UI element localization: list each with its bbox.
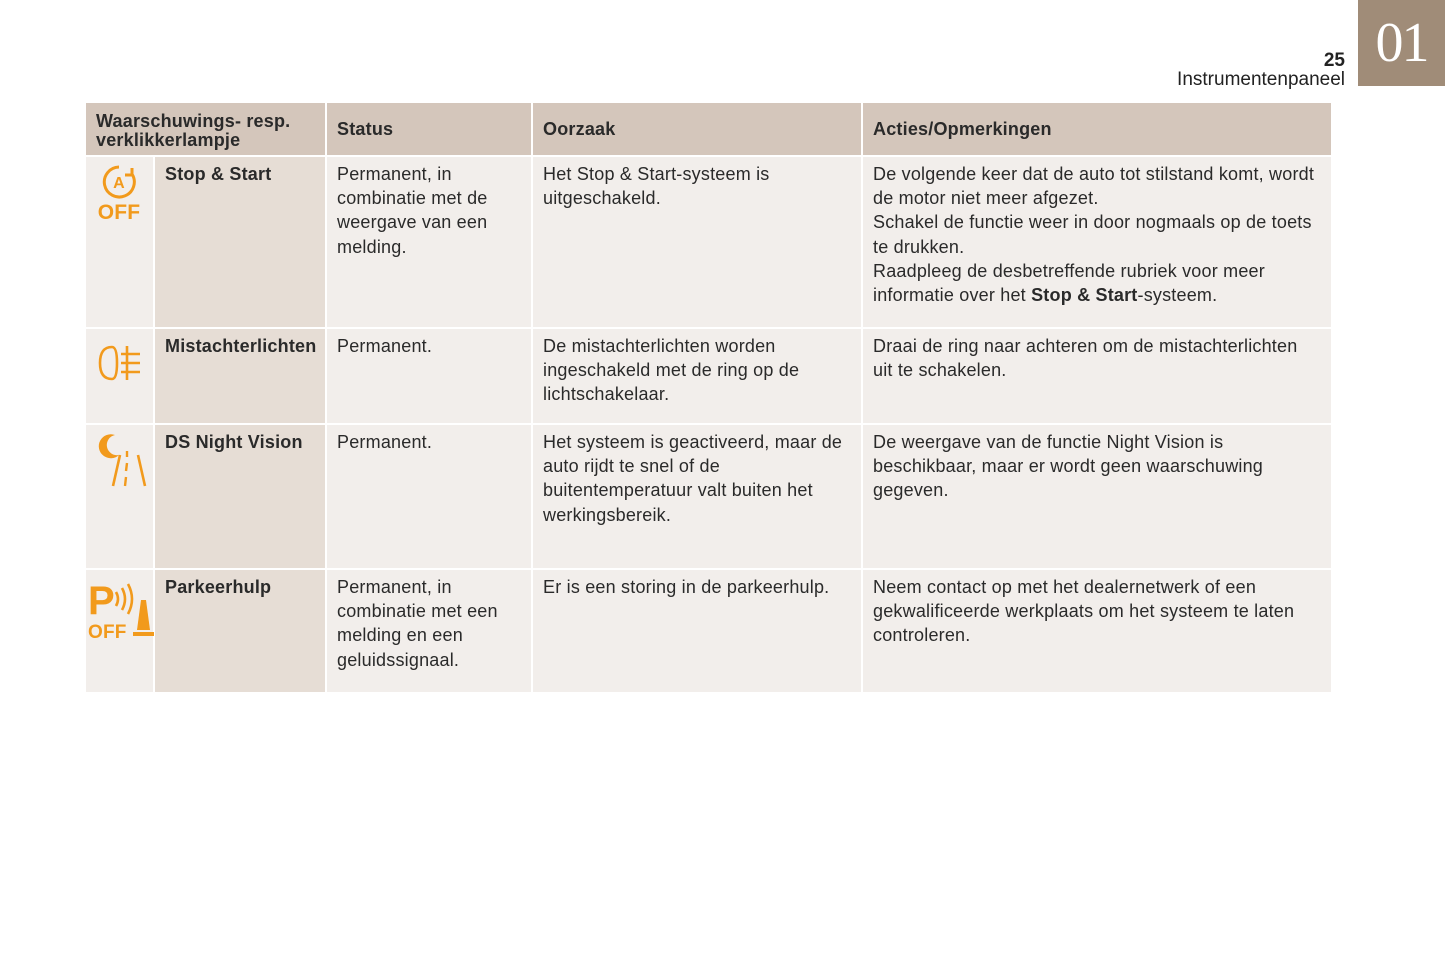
header-status: Status — [327, 103, 533, 157]
lamp-name: DS Night Vision — [155, 425, 327, 570]
actions-cell: Neem contact op met het dealernetwerk of een gekwalificeerde werkplaats om het systeem te laten controleren. — [863, 570, 1331, 694]
section-title: Instrumentenpaneel — [1177, 69, 1345, 90]
icon-cell — [86, 157, 155, 329]
actions-text-3b: Stop & Start — [1031, 285, 1138, 306]
lamp-name: Stop & Start — [155, 157, 327, 329]
cause-cell: Het systeem is geactiveerd, maar de auto rijdt te snel of de buitentemperatuur valt buiten het werkingsbereik. — [533, 425, 863, 570]
icon-cell — [86, 329, 155, 425]
night-vision-icon — [93, 431, 147, 489]
header-actions: Acties/Opmerkingen — [863, 103, 1331, 157]
icon-cell — [86, 570, 155, 694]
parking-aid-off-icon — [86, 578, 154, 640]
actions-text-2: Schakel de functie weer in door nogmaals op de toets te drukken. — [873, 212, 1312, 257]
table-row — [86, 570, 1331, 694]
cause-cell: De mistachterlichten worden ingeschakeld met de ring op de lichtschakelaar. — [533, 329, 863, 425]
status-cell: Permanent. — [327, 329, 533, 425]
header-lamp-line1: Waarschuwings- resp. — [96, 111, 291, 131]
status-cell: Permanent, in combinatie met de weergave van een melding. — [327, 157, 533, 329]
header-cause: Oorzaak — [533, 103, 863, 157]
status-cell: Permanent. — [327, 425, 533, 570]
cause-cell: Het Stop & Start-systeem is uitgeschakeld. — [533, 157, 863, 329]
table-row — [86, 425, 1331, 570]
actions-text-1: De volgende keer dat de auto tot stilstand komt, wordt de motor niet meer afgezet. — [873, 164, 1315, 209]
actions-cell: Draai de ring naar achteren om de mistachterlichten uit te schakelen. — [863, 329, 1331, 425]
actions-cell: De weergave van de functie Night Vision is beschikbaar, maar er wordt geen waarschuwing gegeven. — [863, 425, 1331, 570]
actions-text-3c: -systeem. — [1137, 285, 1218, 306]
stop-start-off-label: OFF — [97, 201, 140, 221]
header-lamp-line2: verklikkerlampje — [96, 130, 241, 150]
table-row — [86, 157, 1331, 329]
table-row — [86, 329, 1331, 425]
stop-start-off-icon — [95, 161, 145, 221]
page-number: 25 — [1323, 50, 1345, 71]
actions-text-3 — [873, 259, 1321, 307]
svg-text:P: P — [88, 579, 115, 623]
actions-text-3a: Raadpleeg de desbetreffende rubriek voor meer informatie over het — [873, 260, 1265, 306]
table-header-row — [86, 103, 1331, 157]
rear-fog-light-icon — [96, 343, 144, 383]
lamp-name: Mistachterlichten — [155, 329, 327, 425]
icon-cell — [86, 425, 155, 570]
chapter-tab: 01 — [1358, 0, 1445, 86]
svg-text:A: A — [112, 175, 125, 192]
parking-off-label: OFF — [88, 622, 127, 640]
lamp-name: Parkeerhulp — [155, 570, 327, 694]
warning-lamps-table — [86, 103, 1331, 694]
cause-cell: Er is een storing in de parkeerhulp. — [533, 570, 863, 694]
header-lamp — [86, 103, 327, 157]
status-cell: Permanent, in combinatie met een melding en een geluidssignaal. — [327, 570, 533, 694]
actions-cell — [863, 157, 1331, 329]
